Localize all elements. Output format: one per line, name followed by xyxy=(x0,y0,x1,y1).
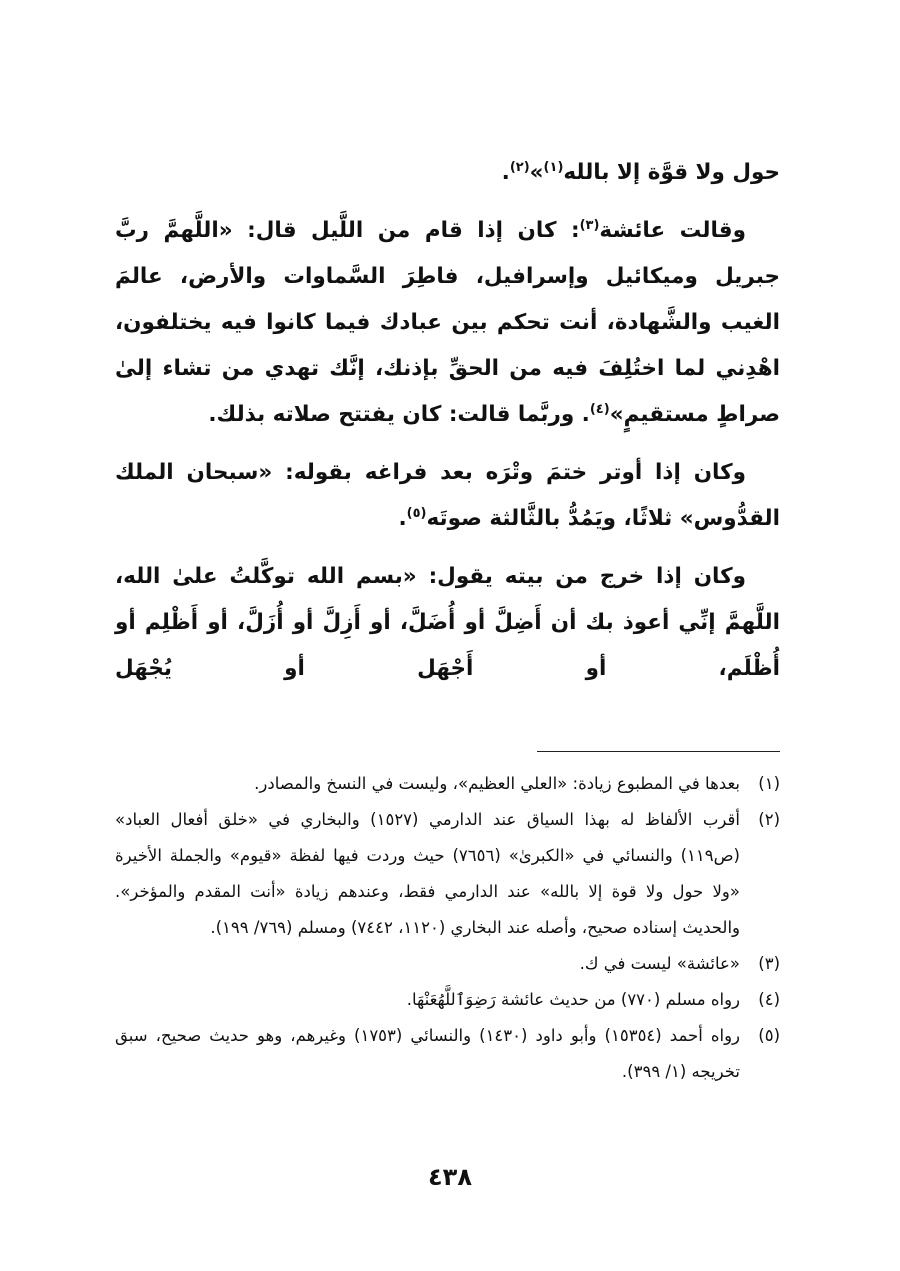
footnote-text: بعدها في المطبوع زيادة: «العلي العظيم»، وليست في النسخ والمصادر. xyxy=(254,774,740,793)
footnote-separator xyxy=(537,751,780,752)
footnote-ref-3: (٣) xyxy=(579,217,600,233)
footnote-number: (٣) xyxy=(758,954,780,973)
footnotes xyxy=(115,766,780,1090)
footnote-text: رواه مسلم (٧٧٠) من حديث عائشة رَضِوَٱللَّهُعَنْهَا. xyxy=(406,990,740,1009)
footnote-number: (٥) xyxy=(758,1026,780,1045)
footnote-text: «عائشة» ليست في ك. xyxy=(579,954,740,973)
footnote-text: رواه أحمد (١٥٣٥٤) وأبو داود (١٤٣٠) والنسائي (١٧٥٣) وغيرهم، وهو حديث صحيح، سبق تخريجه (١/ ٣٩٩). xyxy=(115,1026,741,1081)
footnote-ref-1: (١) xyxy=(543,159,564,175)
footnote-ref-4: (٤) xyxy=(589,401,610,417)
paragraph-3: وكان إذا أوتر ختمَ وتْرَه بعد فراغه بقوله: «سبحان الملك القدُّوس» ثلاثًا، ويَمُدُّ بالثَّالثة صوتَه$^{(٥)}$. xyxy=(115,460,780,531)
footnote-3 xyxy=(115,946,780,982)
footnote-text: أقرب الألفاظ له بهذا السياق عند الدارمي (١٥٢٧) والبخاري في «خلق أفعال العباد» (ص١١٩) والنسائي في «الكبرىٰ» (٧٦٥٦) حيث وردت فيها لفظة «قيوم» والجملة الأخيرة «ولا حول ولا قوة إلا بالله» عند الدارمي فقط، وعندهم زيادة «أنت المقدم والمؤخر». والحديث إسناده صحيح، وأصله عند البخاري (١١٢٠، ٧٤٤٢) ومسلم (٧٦٩/ ١٩٩). xyxy=(115,810,740,937)
footnote-2 xyxy=(115,802,780,946)
paragraph-4: وكان إذا خرج من بيته يقول: «بسم الله توكَّلتُ علىٰ الله، اللَّهمَّ إنِّي أعوذ بك أن أَضِلَّ أو أُضَلَّ، أو أَزِلَّ أو أُزَلَّ، أو أَظْلِم أو أُظْلَم، أو أَجْهَل أو يُجْهَل xyxy=(115,564,780,681)
paragraph-2: وقالت عائشة$^{(٣)}$: كان إذا قام من اللَّيل قال: «اللَّهمَّ ربَّ جبريل وميكائيل وإسرافيل، فاطِرَ السَّماوات والأرض، عالمَ الغيب والشَّهادة، أنت تحكم بين عبادك فيما كانوا فيه يختلفون، اهْدِني لما اختُلِفَ فيه من الحقِّ بإذنك، إنَّك تهدي من تشاء إلىٰ صراطٍ مستقيمٍ»$^{(٤)}$. وربَّما قالت: كان يفتتح صلاته بذلك. xyxy=(115,217,780,427)
footnote-number: (١) xyxy=(758,774,780,793)
footnote-5 xyxy=(115,1018,780,1090)
footnote-number: (٢) xyxy=(758,810,780,829)
page-number: ٤٣٨ xyxy=(428,1163,472,1191)
footnote-4 xyxy=(115,982,780,1018)
footnote-number: (٤) xyxy=(758,990,780,1009)
paragraph-1: حول ولا قوَّة إلا بالله$^{(١)}$»$^{(٢)}$. xyxy=(501,159,780,185)
main-text xyxy=(115,150,780,704)
footnote-ref-5: (٥) xyxy=(406,505,427,521)
footnote-ref-2: (٢) xyxy=(509,159,530,175)
footnote-1 xyxy=(115,766,780,802)
